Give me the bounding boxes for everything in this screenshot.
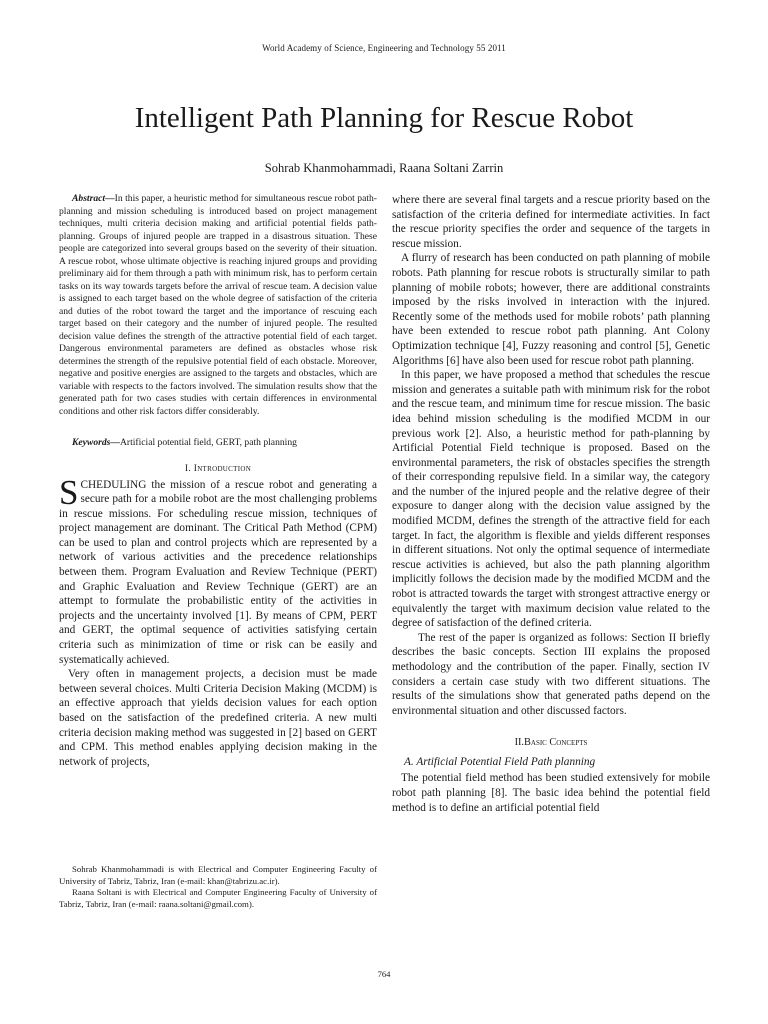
basic-concepts-paragraph-1: The potential field method has been studied extensively for mobile robot path planning [8]. The basic idea behind the potential field method is to define an artificial potential field <box>392 772 710 814</box>
intro-paragraph-5: The rest of the paper is organized as follows: Section II briefly describes the basic concepts. Section III explains the proposed methodology and the contribution of the paper. Finally, section IV considers a certain case study with two different situations. The results of the simulations show that generated paths depend on the environmental situation and other discussed factors. <box>392 631 710 717</box>
right-column <box>392 193 710 815</box>
keywords <box>59 437 377 450</box>
section-2-title: Basic Concepts <box>524 737 588 749</box>
keywords-label: Keywords <box>72 437 111 448</box>
abstract-label: Abstract <box>72 193 106 204</box>
intro-paragraph-2-continued: where there are several final targets and a rescue priority based on the satisfaction of the criteria defined for intermediate activities. In fact the rescue priority specifies the order and sequence of the targets in rescue mission. <box>392 194 710 250</box>
abstract-dash: — <box>105 193 115 204</box>
author-footnotes <box>59 864 377 910</box>
subsection-heading-potential-field: A. Artificial Potential Field Path planning <box>404 756 596 769</box>
intro-paragraph-1 <box>59 472 377 668</box>
page-number: 764 <box>377 969 391 979</box>
abstract-text: In this paper, a heuristic method for simultaneous rescue robot path-planning and mission scheduling is introduced based on project management techniques, multi criteria decision making and artificial potential fields path-planning. Groups of injured people are trapped in a disastrous situation. These people are categorized into several groups based on the severity of their situation. A rescue robot, whose ultimate objective is reaching injured groups and providing preliminary aid for them through a path with minimum risk, has to perform certain tasks on its way towards targets before the arrival of rescue team. A decision value is assigned to each target based on the whole degree of satisfaction of the criteria and duties of the robot toward the target and the importance of rescuing each target based on their category and the number of injured people. The resulted decision value defines the strength of the attractive potential field of each target. Dangerous environmental parameters are defined as obstacles whose risk determines the strength of the repulsive potential field of each obstacle. Moreover, negative and positive energies are assigned to the targets and obstacles, which are variable with respects to the factors involved. The simulation results show that the generated path for two cases studies with certain differences in environmental conditions and other risk factors differ considerably. <box>59 193 377 417</box>
keywords-text: Artificial potential field, GERT, path planning <box>119 437 297 448</box>
keywords-dash: — <box>110 437 120 448</box>
intro-paragraph-3: A flurry of research has been conducted on path planning of mobile robots. Path planning for rescue robots is structurally similar to path planning of mobile robots; however, there are additional constraints imposed by the risks involved in interaction with the injured. Recently some of the methods used for mobile robots’ path planning have been extended to rescue robot path planning. Ant Colony Optimization technique [4], Fuzzy reasoning and control [5], Genetic Algorithms [6] have also been used for rescue robot path planning. <box>392 252 710 367</box>
journal-header: World Academy of Science, Engineering and Technology 55 2011 <box>262 43 506 53</box>
intro-paragraph-1-text: the mission of a rescue robot and generating a secure path for a mobile robot are the most challenging problems in rescue missions. For scheduling rescue mission, techniques of project management are dominant. The Critical Path Method (CPM) can be used to plan and control projects which are represented by a network of various activities and the precedence relationships between them. Program Evaluation and Review Technique (PERT) and Graphic Evaluation and Review Technique (GERT) are an attempt to formulate the probabilistic entity of the activities in projects and the uncertainty involved [1]. By means of CPM, PERT and GERT, the optimal sequence of activities satisfying certain criteria such as minimization of time or risk can be easily and systematically achieved. <box>59 478 377 666</box>
paper-title: Intelligent Path Planning for Rescue Robot <box>134 102 634 134</box>
abstract <box>59 193 377 418</box>
left-column <box>59 193 377 769</box>
author-list: Sohrab Khanmohammadi, Raana Soltani Zarrin <box>264 161 504 175</box>
footnote-author-2: Raana Soltani is with Electrical and Computer Engineering Faculty of University of Tabriz, Tabriz, Iran (e-mail: raana.soltani@gmail.com). <box>59 887 377 909</box>
intro-paragraph-4: In this paper, we have proposed a method that schedules the rescue mission and generates a suitable path with minimum risk for the robot and the rescue team, and minimum time for rescue mission. The basic idea behind mission scheduling is the modified MCDM in our previous work [2]. Also, a heuristic method for path-planning by Artificial Potential Field technique is proposed. Based on the environmental parameters, the risk of obstacles specifies the strength of their corresponding repulsive field. In a similar way, the category and the number of the injured people and the relative degree of their exposure to danger along with the decision value assigned by the modified MCDM, defines the strength of the attractive field for each target. In fact, the algorithm is flexible and yields different responses in different situations. Not only the optimal sequence of intermediate rescue activities is achieved, but also the path planning algorithm implicitly follows the decision made by the modified MCDM and the robot is attracted towards the target with strongest attractive energy or equivalently the target with maximum decision value related to the degree of satisfaction of the defined criteria. <box>392 369 710 630</box>
intro-first-word: CHEDULING <box>80 478 147 491</box>
section-2-number: II. <box>514 737 525 749</box>
intro-paragraph-2: Very often in management projects, a decision must be made between several choices. Multi Criteria Decision Making (MCDM) is an effective approach that yields decision values for each option based on the satisfaction of the predefined criteria. A new multi criteria decision making method was suggested in [2] based on GERT and CPM. This method enables applying decision making in the network of projects, <box>59 668 377 768</box>
section-heading-introduction: I. Introduction <box>184 463 252 474</box>
drop-cap: S <box>59 472 79 512</box>
section-heading-basic-concepts <box>392 737 710 748</box>
footnote-author-1: Sohrab Khanmohammadi is with Electrical and Computer Engineering Faculty of University of Tabriz, Tabriz, Iran (e-mail: khan@tabrizu.ac.ir). <box>59 864 377 886</box>
